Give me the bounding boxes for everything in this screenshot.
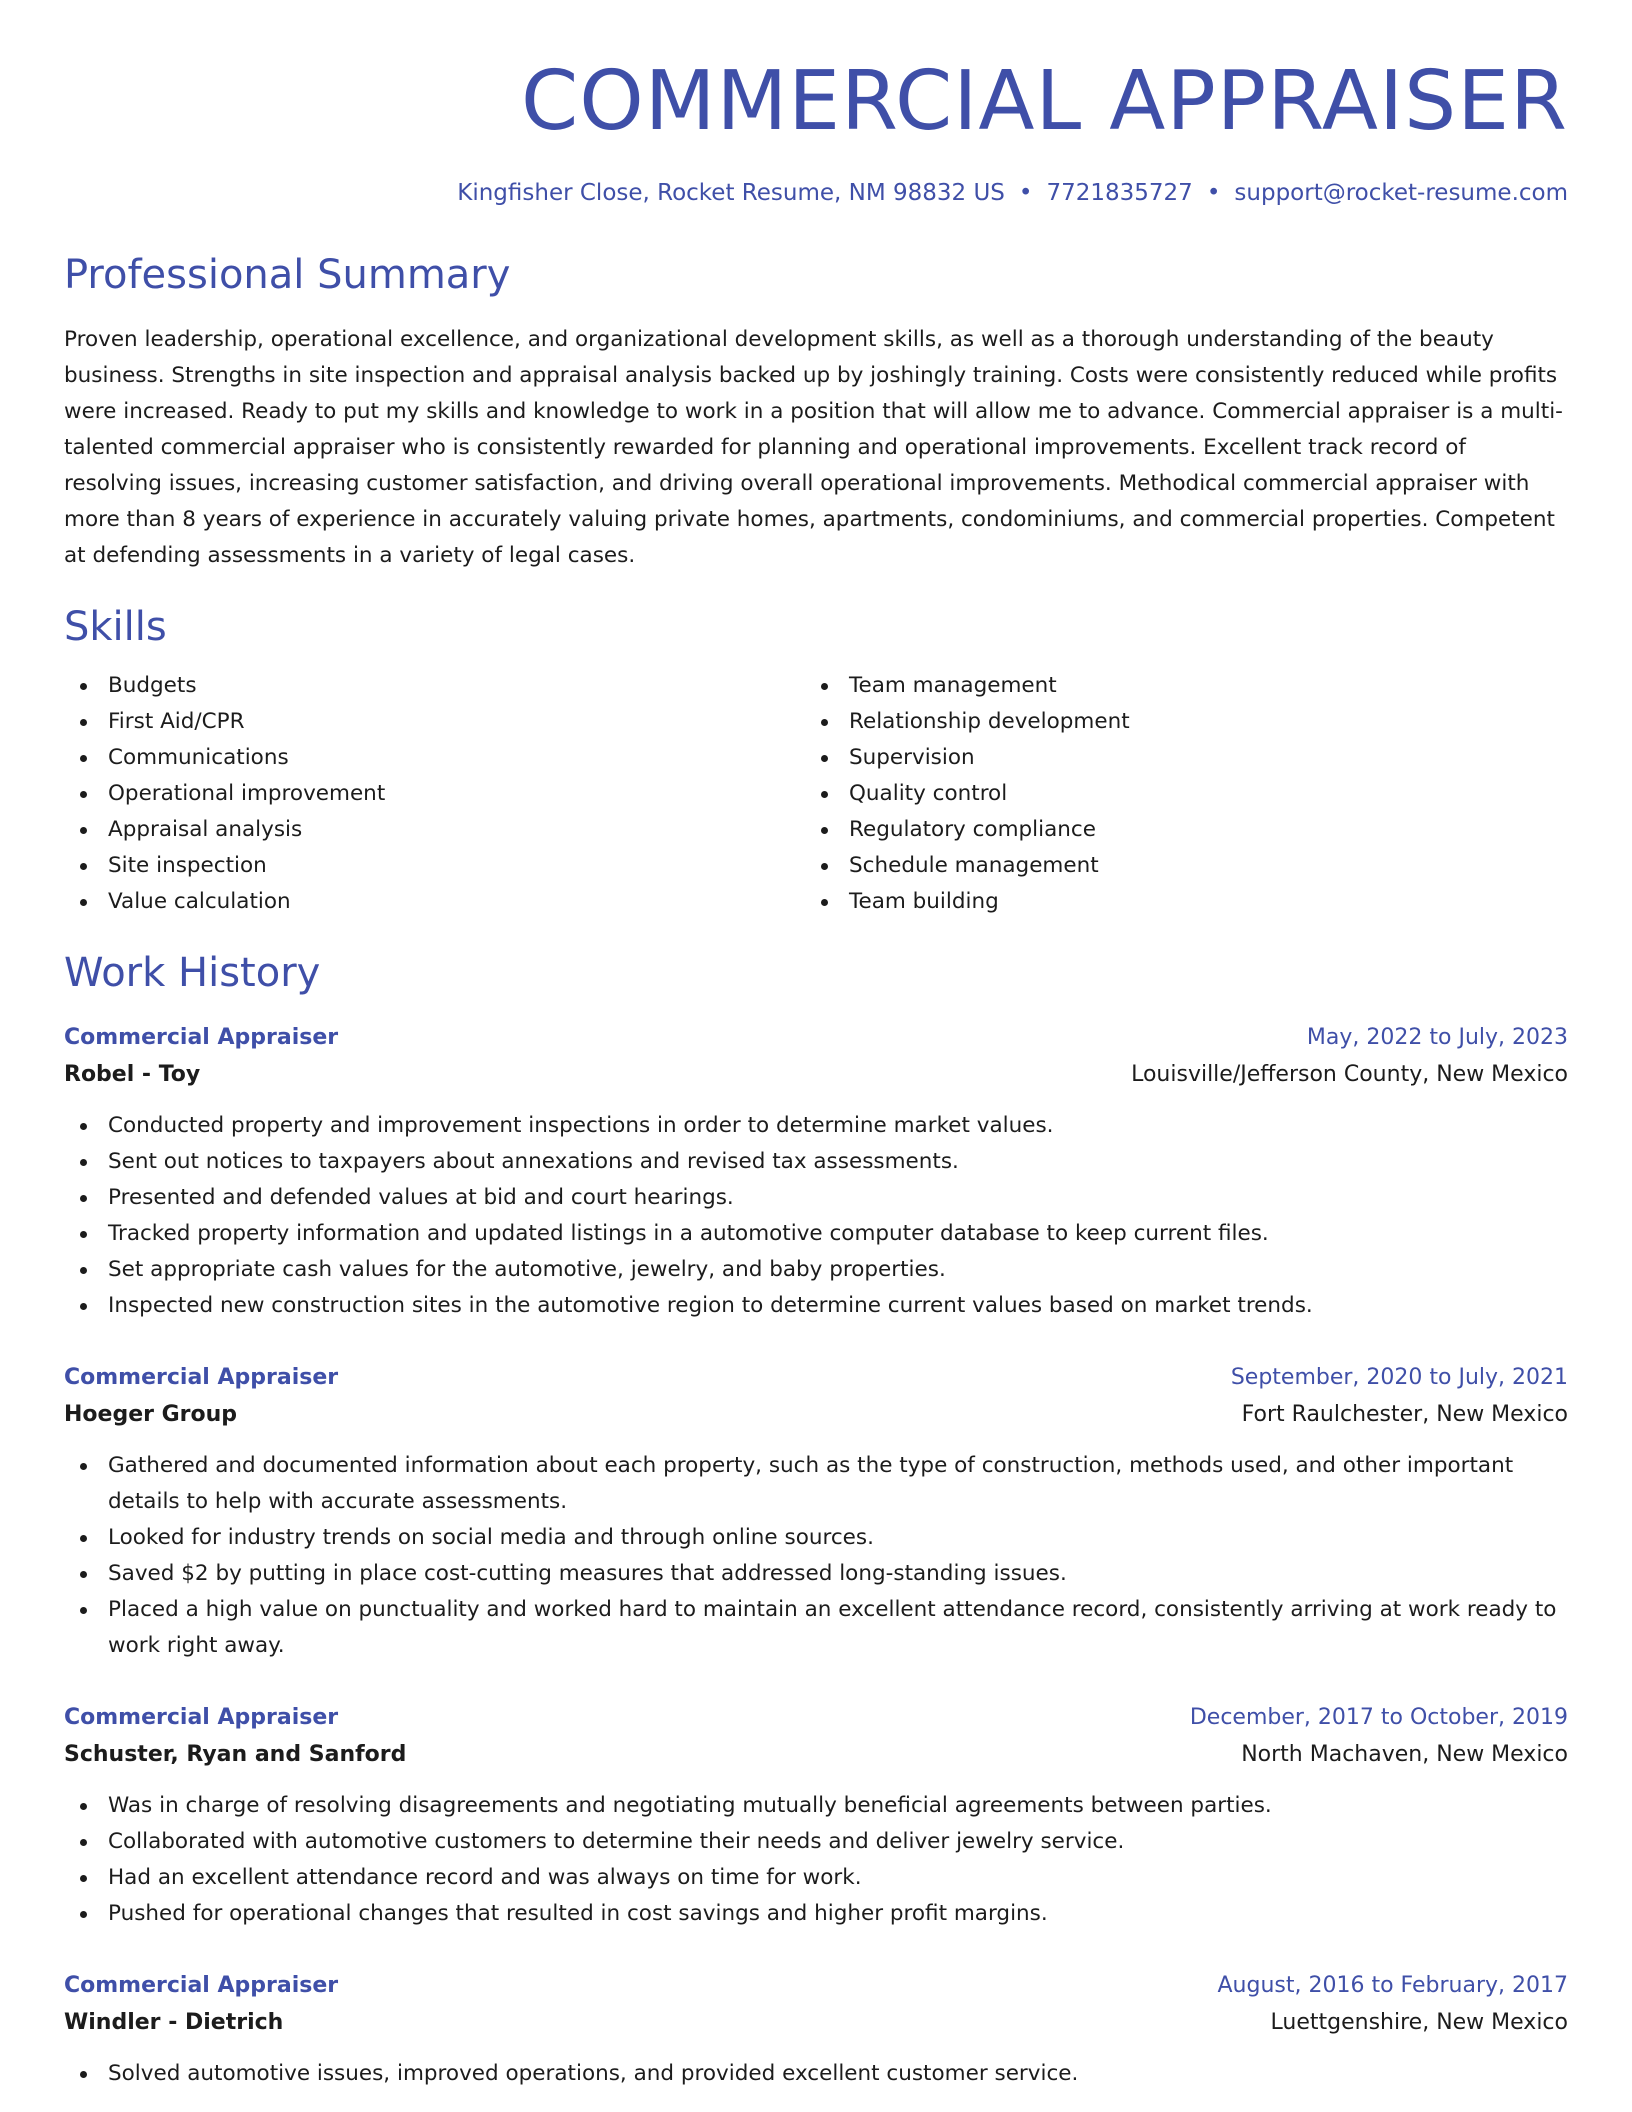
job-title: Commercial Appraiser [64, 1025, 339, 1050]
job-dates: May, 2022 to July, 2023 [1306, 1025, 1568, 1050]
job-bullet: Had an excellent attendance record and was always on time for work. [64, 1860, 1568, 1896]
contact-separator: • [1018, 180, 1033, 206]
job-location: Louisville/Jefferson County, New Mexico [1131, 1062, 1568, 1087]
job-bullet: Collaborated with automotive customers to determine their needs and deliver jewelry service. [64, 1824, 1568, 1860]
job-company: Schuster, Ryan and Sanford [64, 1742, 407, 1767]
skill-item: Relationship development [805, 704, 1546, 740]
job-title: Commercial Appraiser [64, 1973, 339, 1998]
skill-item: Operational improvement [64, 776, 805, 812]
skill-item: First Aid/CPR [64, 704, 805, 740]
job-bullet: Gathered and documented information about each property, such as the type of construction, methods used, and other important details to help with accurate assessments. [64, 1448, 1568, 1520]
job-location: Fort Raulchester, New Mexico [1241, 1402, 1568, 1427]
skill-item: Site inspection [64, 848, 805, 884]
job-bullet: Saved $2 by putting in place cost-cutting measures that addressed long-standing issues. [64, 1556, 1568, 1592]
skills-column-left [64, 668, 805, 920]
job-location: North Machaven, New Mexico [1241, 1742, 1568, 1767]
job-bullet: Presented and defended values at bid and court hearings. [64, 1180, 1568, 1216]
job-header-row [64, 1968, 1568, 2004]
skill-item: Quality control [805, 776, 1546, 812]
job-bullets [64, 1108, 1568, 1324]
job-entry [64, 1700, 1568, 1932]
skill-item: Communications [64, 740, 805, 776]
contact-line [64, 178, 1568, 208]
contact-address: Kingfisher Close, Rocket Resume, NM 98832 US [457, 180, 1005, 206]
job-bullet: Pushed for operational changes that resulted in cost savings and higher profit margins. [64, 1896, 1568, 1932]
resume-title: COMMERCIAL APPRAISER [520, 54, 1568, 149]
skills-heading: Skills [64, 604, 167, 650]
job-bullet: Inspected new construction sites in the automotive region to determine current values based on market trends. [64, 1288, 1568, 1324]
job-company-row [64, 1396, 1568, 1434]
job-company-row [64, 1056, 1568, 1094]
work-history-heading: Work History [64, 950, 321, 996]
job-bullets [64, 1788, 1568, 1932]
job-bullet: Tracked property information and updated listings in a automotive computer database to keep current files. [64, 1216, 1568, 1252]
job-company: Windler - Dietrich [64, 2010, 284, 2035]
job-entry [64, 1020, 1568, 1324]
job-bullets [64, 2056, 1568, 2092]
job-dates: August, 2016 to February, 2017 [1217, 1973, 1568, 1998]
job-entry [64, 1968, 1568, 2092]
skill-item: Appraisal analysis [64, 812, 805, 848]
job-bullet: Was in charge of resolving disagreements and negotiating mutually beneficial agreements between parties. [64, 1788, 1568, 1824]
job-company: Robel - Toy [64, 1062, 201, 1087]
job-company-row [64, 2004, 1568, 2042]
summary-heading: Professional Summary [64, 252, 511, 298]
skill-item: Regulatory compliance [805, 812, 1546, 848]
job-bullet: Conducted property and improvement inspections in order to determine market values. [64, 1108, 1568, 1144]
contact-email: support@rocket-resume.com [1234, 180, 1568, 206]
skill-item: Budgets [64, 668, 805, 704]
job-header-row [64, 1700, 1568, 1736]
job-bullet: Solved automotive issues, improved operations, and provided excellent customer service. [64, 2056, 1568, 2092]
skill-item: Supervision [805, 740, 1546, 776]
job-bullet: Looked for industry trends on social media and through online sources. [64, 1520, 1568, 1556]
job-company: Hoeger Group [64, 1402, 238, 1427]
skill-item: Schedule management [805, 848, 1546, 884]
skill-item: Value calculation [64, 884, 805, 920]
job-dates: December, 2017 to October, 2019 [1189, 1705, 1568, 1730]
skills-list [64, 668, 1568, 920]
job-title: Commercial Appraiser [64, 1365, 339, 1390]
job-bullets [64, 1448, 1568, 1664]
job-dates: September, 2020 to July, 2021 [1230, 1365, 1568, 1390]
contact-phone: 7721835727 [1046, 180, 1193, 206]
job-bullet: Set appropriate cash values for the automotive, jewelry, and baby properties. [64, 1252, 1568, 1288]
work-history-list [64, 1020, 1568, 2092]
job-title: Commercial Appraiser [64, 1705, 339, 1730]
skill-item: Team building [805, 884, 1546, 920]
job-header-row [64, 1360, 1568, 1396]
resume-page [64, 0, 1568, 2092]
job-location: Luettgenshire, New Mexico [1270, 2010, 1568, 2035]
contact-separator: • [1206, 180, 1221, 206]
skills-column-right [805, 668, 1546, 920]
job-bullet: Placed a high value on punctuality and worked hard to maintain an excellent attendance record, consistently arriving at work ready to work right away. [64, 1592, 1568, 1664]
summary-text: Proven leadership, operational excellence, and organizational development skills, as well as a thorough understanding of the beauty business. Strengths in site inspection and appraisal analysis backed up by joshingly training. Costs were consistently reduced while profits were increased. Ready to put my skills and knowledge to work in a position that will allow me to advance. Commercial appraiser is a multi-talented commercial appraiser who is consistently rewarded for planning and operational improvements. Excellent track record of resolving issues, increasing customer satisfaction, and driving overall operational improvements. Methodical commercial appraiser with more than 8 years of experience in accurately valuing private homes, apartments, condominiums, and commercial properties. Competent at defending assessments in a variety of legal cases. [64, 327, 1563, 568]
skill-item: Team management [805, 668, 1546, 704]
job-company-row [64, 1736, 1568, 1774]
job-header-row [64, 1020, 1568, 1056]
job-entry [64, 1360, 1568, 1664]
job-bullet: Sent out notices to taxpayers about annexations and revised tax assessments. [64, 1144, 1568, 1180]
